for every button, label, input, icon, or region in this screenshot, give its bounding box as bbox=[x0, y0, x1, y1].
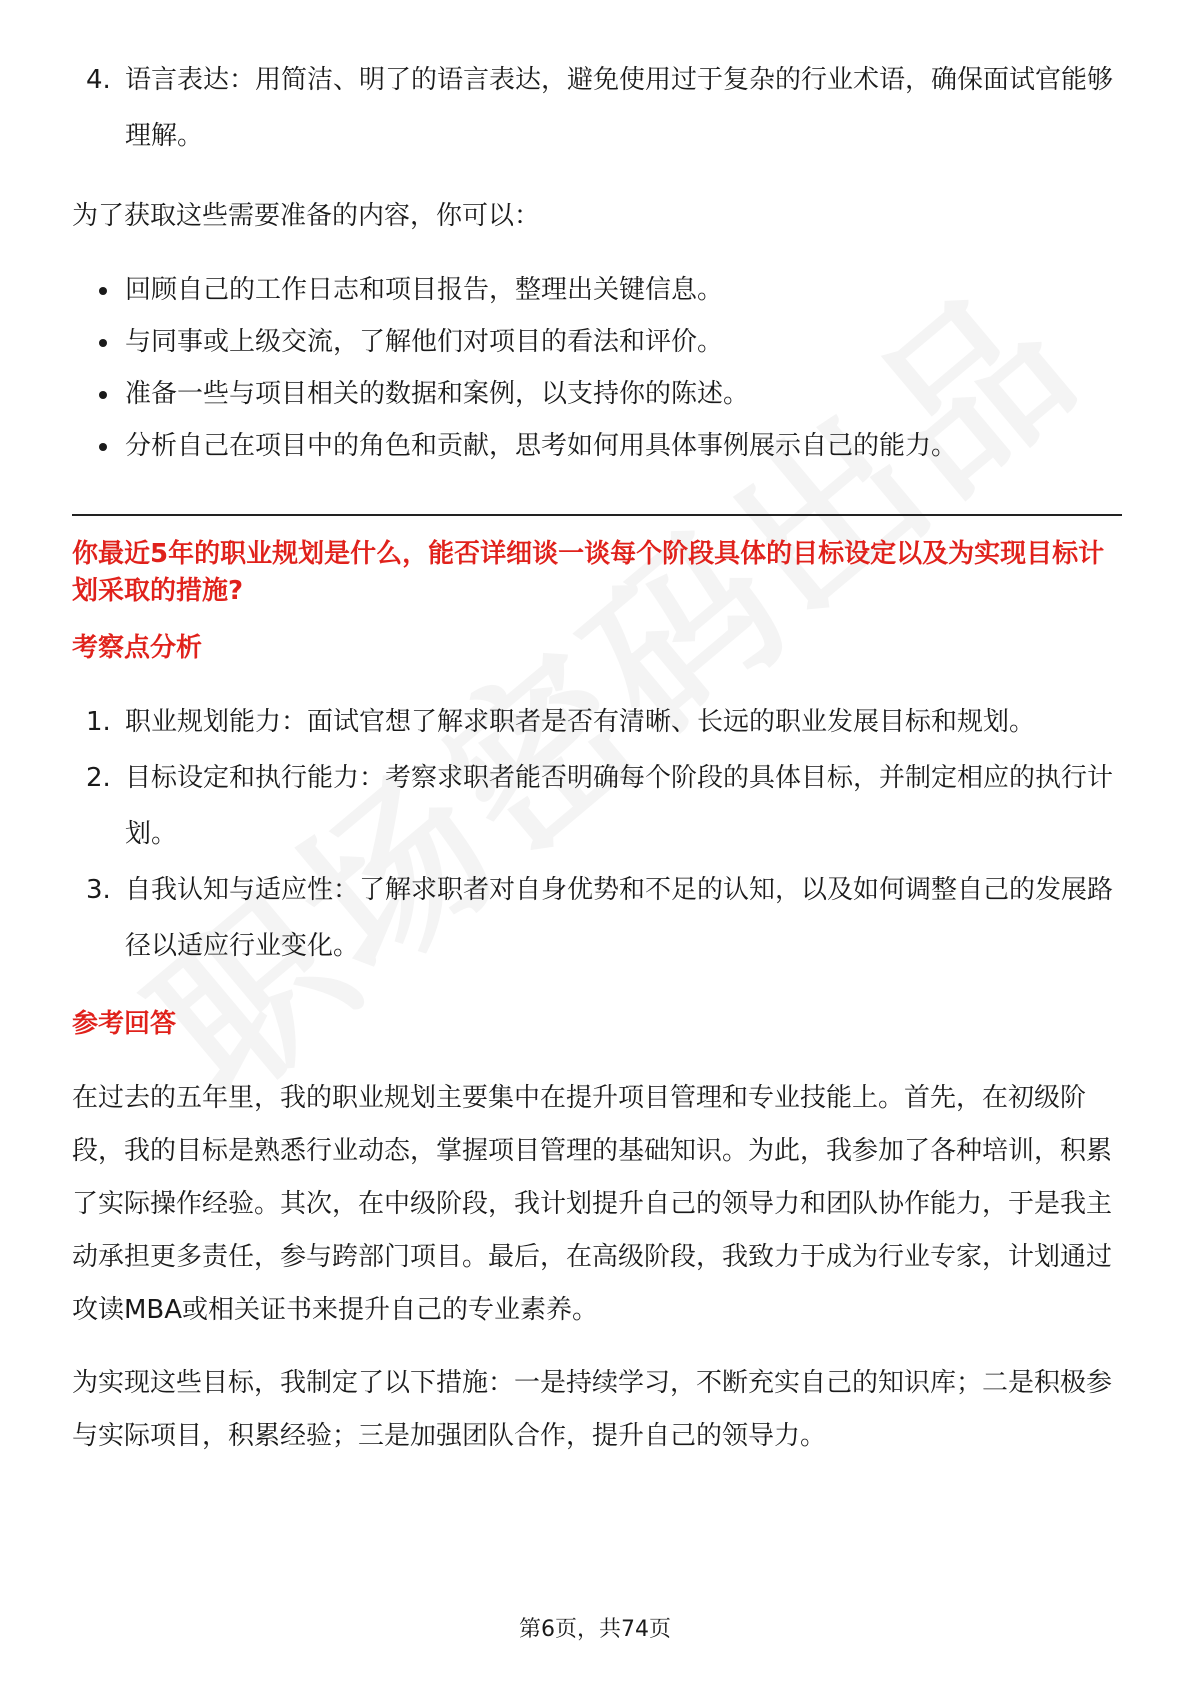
answer-paragraph: 为实现这些目标，我制定了以下措施：一是持续学习，不断充实自己的知识库；二是积极参与实际项目，积累经验；三是加强团队合作，提升自己的领导力。 bbox=[72, 1368, 1113, 1451]
answer-heading: 参考回答 bbox=[72, 1009, 177, 1039]
list-item-number: 4. bbox=[86, 65, 111, 95]
bullet-icon bbox=[99, 287, 107, 295]
list-item bbox=[72, 264, 1122, 316]
document-page bbox=[72, 52, 1122, 1463]
list-item bbox=[72, 368, 1122, 420]
list-item-text: 目标设定和执行能力：考察求职者能否明确每个阶段的具体目标，并制定相应的执行计划。 bbox=[125, 763, 1114, 849]
section-divider bbox=[72, 514, 1122, 516]
bullet-icon bbox=[99, 339, 107, 347]
list-item-text: 准备一些与项目相关的数据和案例，以支持你的陈述。 bbox=[125, 379, 750, 409]
list-item-text: 与同事或上级交流，了解他们对项目的看法和评价。 bbox=[125, 327, 724, 357]
list-item bbox=[72, 420, 1122, 472]
list-item-number: 1. bbox=[86, 707, 111, 737]
list-item bbox=[72, 316, 1122, 368]
list-item-text: 分析自己在项目中的角色和贡献，思考如何用具体事例展示自己的能力。 bbox=[125, 431, 958, 461]
list-item-text: 职业规划能力：面试官想了解求职者是否有清晰、长远的职业发展目标和规划。 bbox=[125, 707, 1036, 737]
prep-intro: 为了获取这些需要准备的内容，你可以： bbox=[72, 201, 541, 231]
prep-bullet-list bbox=[72, 264, 1122, 472]
list-item-number: 2. bbox=[86, 763, 111, 793]
list-item bbox=[72, 750, 1122, 862]
analysis-numbered-list bbox=[72, 694, 1122, 974]
answer-paragraph: 在过去的五年里，我的职业规划主要集中在提升项目管理和专业技能上。首先，在初级阶段，我的目标是熟悉行业动态，掌握项目管理的基础知识。为此，我参加了各种培训，积累了实际操作经验。其次，在中级阶段，我计划提升自己的领导力和团队协作能力，于是我主动承担更多责任，参与跨部门项目。最后，在高级阶段，我致力于成为行业专家，计划通过攻读MBA或相关证书来提升自己的专业素养。 bbox=[72, 1083, 1113, 1325]
list-item bbox=[72, 52, 1122, 164]
list-item-text: 语言表达：用简洁、明了的语言表达，避免使用过于复杂的行业术语，确保面试官能够理解。 bbox=[125, 65, 1114, 151]
list-item-text: 回顾自己的工作日志和项目报告，整理出关键信息。 bbox=[125, 275, 724, 305]
analysis-heading: 考察点分析 bbox=[72, 633, 203, 663]
list-item bbox=[72, 694, 1122, 750]
list-item bbox=[72, 862, 1122, 974]
bullet-icon bbox=[99, 443, 107, 451]
interview-question: 你最近5年的职业规划是什么，能否详细谈一谈每个阶段具体的目标设定以及为实现目标计划采取的措施? bbox=[72, 539, 1105, 606]
page-footer: 第6页，共74页 bbox=[519, 1617, 671, 1642]
top-numbered-list bbox=[72, 52, 1122, 164]
list-item-number: 3. bbox=[86, 875, 111, 905]
bullet-icon bbox=[99, 391, 107, 399]
list-item-text: 自我认知与适应性：了解求职者对自身优势和不足的认知，以及如何调整自己的发展路径以适应行业变化。 bbox=[125, 875, 1114, 961]
